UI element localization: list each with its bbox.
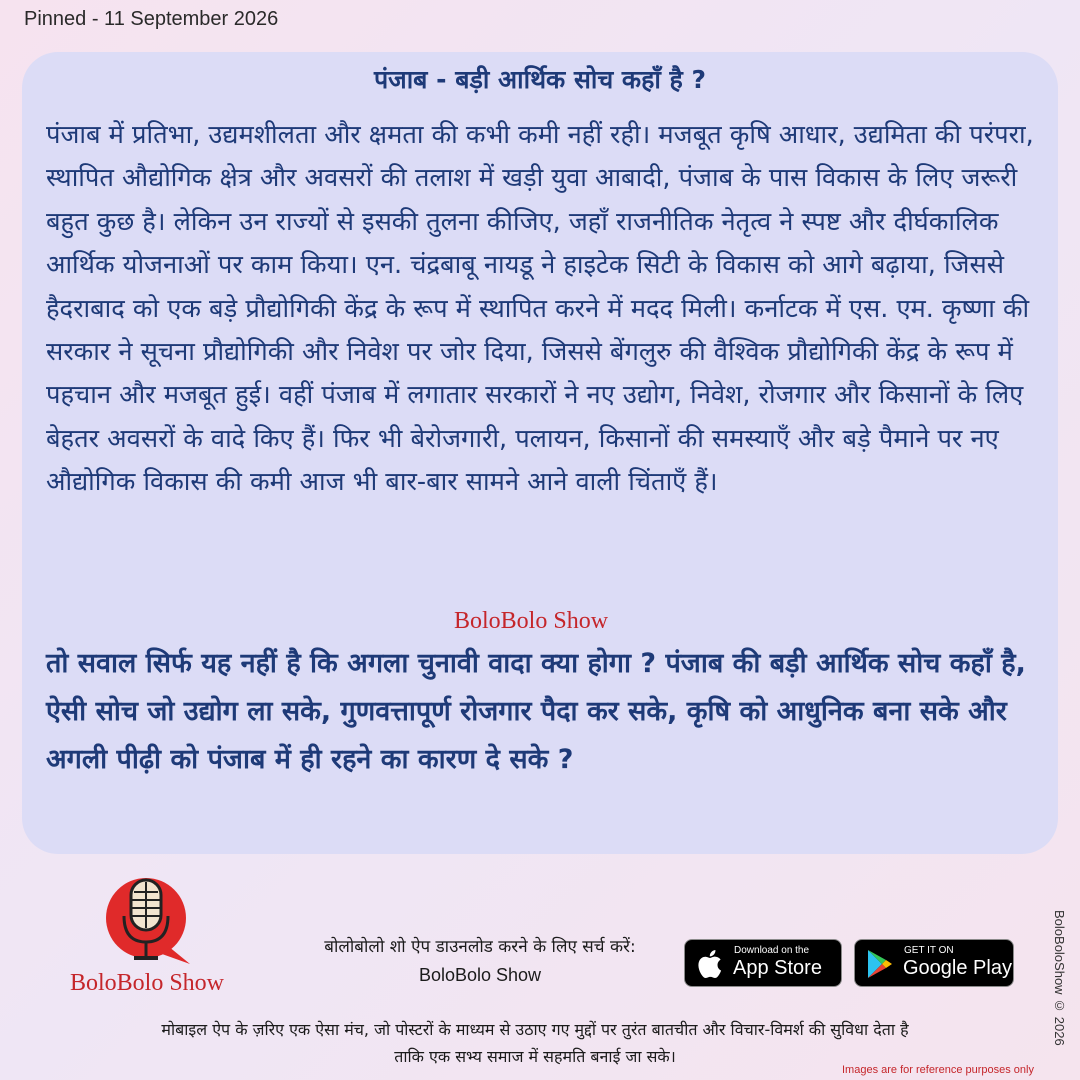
microphone-speech-bubble-icon	[96, 872, 196, 968]
google-play-small-label: GET IT ON	[904, 945, 954, 956]
google-play-button[interactable]	[854, 939, 1014, 987]
article-card	[22, 52, 1058, 854]
download-instructions	[280, 934, 680, 990]
reference-note: Images are for reference purposes only	[842, 1064, 1034, 1076]
download-app-name: BoloBolo Show	[418, 965, 542, 985]
apple-icon	[696, 949, 722, 979]
article-body: पंजाब में प्रतिभा, उद्यमशीलता और क्षमता की कभी कमी नहीं रही। मजबूत कृषि आधार, उद्यमिता की परंपरा, स्थापित औद्योगिक क्षेत्र और अवसरों की तलाश में खड़ी युवा आबादी, पंजाब के पास विकास के लिए जरूरी बहुत कुछ है। लेकिन उन राज्यों से इसकी तुलना कीजिए, जहाँ राजनीतिक नेतृत्व ने स्पष्ट और दीर्घकालिक आर्थिक योजनाओं पर काम किया। एन. चंद्रबाबू नायडू ने हाइटेक सिटी के विकास को आगे बढ़ाया, जिससे हैदराबाद को एक बड़े प्रौद्योगिकी केंद्र के रूप में स्थापित करने में मदद मिली। कर्नाटक में एस. एम. कृष्णा की सरकार ने सूचना प्रौद्योगिकी और निवेश पर जोर दिया, जिससे बेंगलुरु की वैश्विक प्रौद्योगिकी केंद्र के रूप में पहचान और मजबूत हुई। वहीं पंजाब में लगातार सरकारों ने नए उद्योग, निवेश, रोजगार और किसानों के लिए बेहतर अवसरों के वादे किए हैं। फिर भी बेरोजगारी, पलायन, किसानों की समस्याएँ और बड़े पैमाने पर नए औद्योगिक विकास की कमी आज भी बार-बार सामने आने वाली चिंताएँ हैं।	[46, 120, 1034, 498]
google-play-icon	[866, 949, 894, 979]
app-store-button[interactable]	[684, 939, 842, 987]
app-store-label: App Store	[733, 957, 822, 979]
footer-line-2: ताकि एक सभ्य समाज में सहमति बनाई जा सके।	[394, 1047, 676, 1066]
article-question: तो सवाल सिर्फ यह नहीं है कि अगला चुनावी वादा क्या होगा ? पंजाब की बड़ी आर्थिक सोच कहाँ है, ऐसी सोच जो उद्योग ला सके, गुणवत्तापूर्ण रोजगार पैदा कर सके, कृषि को आधुनिक बना सके और अगली पीढ़ी को पंजाब में ही रहने का कारण दे सके ?	[46, 648, 1026, 775]
app-store-small-label: Download on the	[734, 945, 810, 956]
brand-logo	[62, 872, 232, 1000]
watermark-text: BoloBolo Show	[454, 608, 609, 634]
article-title: पंजाब - बड़ी आर्थिक सोच कहाँ है ?	[373, 65, 707, 94]
download-instruction-text: बोलोबोलो शो ऐप डाउनलोड करने के लिए सर्च करें:	[324, 937, 636, 957]
pinned-date: Pinned - 11 September 2026	[24, 8, 279, 30]
footer-line-1: मोबाइल ऐप के ज़रिए एक ऐसा मंच, जो पोस्टरों के माध्यम से उठाए गए मुद्दों पर तुरंत बातचीत और विचार-विमर्श की सुविधा देता है	[161, 1020, 909, 1039]
brand-logo-text: BoloBolo Show	[69, 970, 225, 996]
google-play-label: Google Play	[903, 957, 1012, 979]
footer-description	[30, 1016, 1040, 1070]
copyright-text: BoloBoloShow © 2026	[1052, 910, 1067, 1046]
